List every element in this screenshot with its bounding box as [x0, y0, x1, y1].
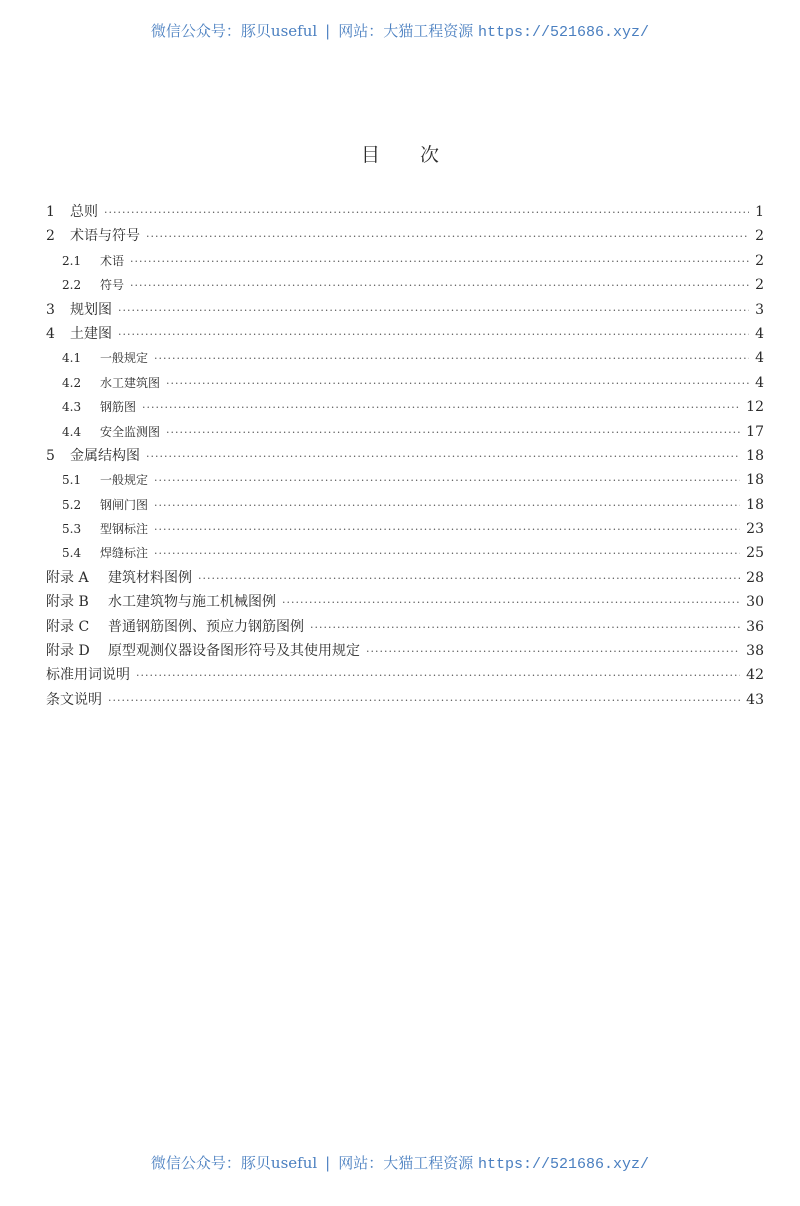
- toc-entry[interactable]: [46, 346, 764, 370]
- dot-leader: [154, 494, 740, 518]
- toc-entry-number: 4.3: [62, 400, 82, 415]
- toc-entry-label: 总则: [70, 204, 98, 220]
- toc-entry-number: 4.4: [62, 424, 82, 439]
- toc-entry-page: 4: [755, 350, 764, 367]
- dot-leader: [142, 396, 740, 420]
- dot-leader: [104, 201, 749, 225]
- toc-entry[interactable]: [46, 371, 764, 395]
- watermark-url: https://521686.xyz/: [478, 1156, 650, 1173]
- toc-entry[interactable]: [46, 224, 764, 248]
- toc-entry-number: 2.1: [62, 253, 82, 268]
- dot-leader: [146, 225, 749, 249]
- toc-entry[interactable]: [46, 590, 764, 614]
- toc-entry[interactable]: [46, 541, 764, 565]
- toc-entry-label: 金属结构图: [70, 447, 140, 464]
- toc-entry-label: 一般规定: [100, 473, 149, 488]
- toc-entry-number: 5.4: [62, 546, 82, 561]
- toc-entry-label: 普通钢筋图例、预应力钢筋图例: [108, 618, 304, 635]
- watermark-wechat: 微信公众号：豚贝useful: [150, 22, 318, 40]
- toc-entry-page: 12: [746, 399, 764, 416]
- toc-entry-label: 一般规定: [100, 351, 149, 366]
- toc-entry-number: 附录 A: [46, 569, 89, 586]
- toc-entry-label: 建筑材料图例: [108, 569, 192, 586]
- toc-entry-label: 型钢标注: [100, 522, 149, 537]
- toc-entry-number: 5.2: [62, 497, 82, 512]
- toc-entry[interactable]: [46, 200, 764, 224]
- toc-entry[interactable]: [46, 273, 764, 297]
- dot-leader: [310, 616, 740, 640]
- toc-entry[interactable]: [46, 468, 764, 492]
- toc-entry[interactable]: [46, 249, 764, 273]
- dot-leader: [166, 372, 749, 396]
- toc-entry-page: 36: [746, 618, 764, 635]
- toc-entry-label: 符号: [100, 278, 125, 293]
- dot-leader: [154, 347, 749, 371]
- toc-entry-page: 4: [755, 325, 764, 342]
- toc-entry[interactable]: [46, 566, 764, 590]
- toc-entry-page: 43: [746, 691, 764, 708]
- dot-leader: [136, 664, 740, 688]
- toc-entry[interactable]: [46, 688, 764, 712]
- dot-leader: [166, 421, 740, 445]
- toc-entry-label: 水工建筑图: [100, 375, 161, 390]
- toc-entry-number: 5.3: [62, 522, 82, 537]
- toc-entry-label: 钢闸门图: [100, 497, 149, 512]
- toc-entry-number: 5: [46, 447, 55, 464]
- toc-entry-label: 水工建筑物与施工机械图例: [108, 594, 276, 611]
- toc-entry-page: 18: [746, 472, 764, 489]
- toc-entry-label: 条文说明: [46, 691, 102, 708]
- toc-entry[interactable]: [46, 420, 764, 444]
- watermark-separator: |: [325, 1154, 331, 1172]
- toc-entry-label: 安全监测图: [100, 424, 161, 439]
- toc-entry-number: 2: [46, 228, 55, 245]
- watermark-wechat: 微信公众号：豚贝useful: [150, 1154, 318, 1172]
- toc-entry-label: 术语: [100, 253, 125, 268]
- toc-entry-label: 规划图: [70, 301, 112, 318]
- toc-entry-page: 18: [746, 447, 764, 464]
- toc-entry-page: 25: [746, 545, 764, 562]
- toc-entry-page: 42: [746, 667, 764, 684]
- toc-entry-page: 17: [746, 423, 764, 440]
- watermark-url: https://521686.xyz/: [478, 24, 650, 41]
- toc-entry-page: 30: [746, 594, 764, 611]
- dot-leader: [154, 518, 740, 542]
- dot-leader: [130, 274, 749, 298]
- toc-entry-label: 焊缝标注: [100, 546, 149, 561]
- dot-leader: [282, 591, 740, 615]
- table-of-contents: [46, 200, 764, 712]
- toc-entry-page: 3: [755, 301, 764, 318]
- toc-entry[interactable]: [46, 322, 764, 346]
- toc-entry-label: 原型观测仪器设备图形符号及其使用规定: [108, 643, 360, 660]
- toc-entry-label: 钢筋图: [100, 400, 137, 415]
- toc-entry-label: 标准用词说明: [46, 667, 130, 684]
- toc-entry[interactable]: [46, 493, 764, 517]
- dot-leader: [154, 469, 740, 493]
- toc-entry[interactable]: [46, 298, 764, 322]
- toc-entry-label: 土建图: [70, 325, 112, 342]
- toc-entry-number: 附录 B: [46, 594, 89, 611]
- toc-entry[interactable]: [46, 639, 764, 663]
- watermark-separator: |: [325, 22, 331, 40]
- toc-entry-number: 4.1: [62, 351, 82, 366]
- dot-leader: [146, 445, 740, 469]
- dot-leader: [198, 567, 740, 591]
- toc-entry-page: 2: [755, 252, 764, 269]
- dot-leader: [118, 323, 749, 347]
- toc-entry-page: 1: [755, 204, 764, 220]
- toc-entry-number: 4: [46, 325, 55, 342]
- toc-entry[interactable]: [46, 444, 764, 468]
- dot-leader: [130, 250, 749, 274]
- dot-leader: [154, 542, 740, 566]
- toc-entry-number: 3: [46, 301, 55, 318]
- toc-entry-number: 4.2: [62, 375, 82, 390]
- toc-entry-page: 2: [755, 277, 764, 294]
- toc-entry-number: 5.1: [62, 473, 82, 488]
- dot-leader: [366, 640, 740, 664]
- toc-entry-number: 2.2: [62, 278, 82, 293]
- watermark-site: 网站：大猫工程资源: [338, 22, 474, 40]
- toc-entry-number: 附录 C: [46, 618, 90, 635]
- toc-entry[interactable]: [46, 517, 764, 541]
- toc-entry-page: 2: [755, 228, 764, 245]
- toc-entry-number: 附录 D: [46, 643, 90, 660]
- toc-entry-page: 23: [746, 521, 764, 538]
- toc-entry-page: 4: [755, 374, 764, 391]
- watermark-header: [0, 20, 800, 41]
- toc-entry-page: 18: [746, 496, 764, 513]
- dot-leader: [118, 299, 749, 323]
- toc-entry[interactable]: [46, 395, 764, 419]
- watermark-site: 网站：大猫工程资源: [338, 1154, 474, 1172]
- toc-entry[interactable]: [46, 615, 764, 639]
- toc-entry-label: 术语与符号: [70, 228, 140, 245]
- toc-entry-number: 1: [46, 204, 55, 220]
- page-title: 目次: [360, 144, 479, 166]
- toc-entry-page: 28: [746, 569, 764, 586]
- toc-entry-page: 38: [746, 643, 764, 660]
- toc-entry[interactable]: [46, 663, 764, 687]
- dot-leader: [108, 689, 740, 713]
- watermark-footer: [0, 1152, 800, 1173]
